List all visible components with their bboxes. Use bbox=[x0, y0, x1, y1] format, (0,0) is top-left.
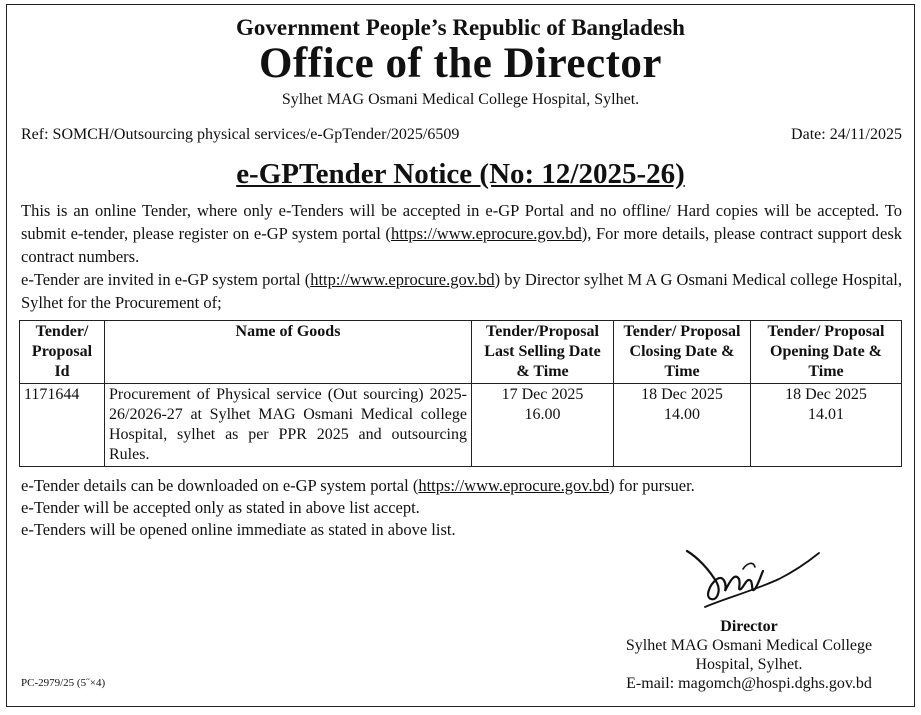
tender-notice-page bbox=[6, 4, 915, 707]
goods-cell: Procurement of Physical service (Out sourcing) 2025-26/2026-27 at Sylhet MAG Osmani Medical college Hospital, sylhet as per PPR 2025 and outsourcing Rules. bbox=[105, 384, 472, 467]
opening-cell bbox=[751, 384, 902, 467]
header-opening: Tender/ Proposal Opening Date & Time bbox=[751, 321, 902, 384]
last-selling-date: 17 Dec 2025 bbox=[501, 386, 584, 403]
header-last-selling: Tender/Proposal Last Selling Date & Time bbox=[472, 321, 614, 384]
intro-text-part: e-Tender are invited in e-GP system portal ( bbox=[21, 270, 311, 289]
footer-note-3: e-Tenders will be opened online immediate as stated in above list. bbox=[21, 520, 456, 539]
intro-text-part: This is an online Tender, where only e-Tenders will be accepted in e-GP Portal and no offline/ Hard copies will be accepted. To submit e-tender, please register on e-GP system portal ( bbox=[21, 201, 902, 243]
header-closing: Tender/ Proposal Closing Date & Time bbox=[614, 321, 751, 384]
signatory-email: E-mail: magomch@hospi.dghs.gov.bd bbox=[626, 675, 872, 692]
footer-note-2: e-Tender will be accepted only as stated in above list accept. bbox=[21, 498, 420, 517]
signatory-office-line-1: Sylhet MAG Osmani Medical College bbox=[625, 637, 873, 654]
signatory-office-line-2: Hospital, Sylhet. bbox=[695, 656, 803, 673]
intro-text-part: ) by Director sylhet M A G Osmani Medical college Hospital, Sylhet for the Procurement of; bbox=[21, 270, 902, 312]
intro-text-part: ), For more details, please contract support desk contract numbers. bbox=[21, 224, 902, 266]
notice-date: Date: 24/11/2025 bbox=[791, 126, 902, 143]
intro-paragraph-1 bbox=[21, 199, 902, 268]
notice-title: e-GPTender Notice (No: 12/2025-26) bbox=[236, 158, 685, 190]
closing-cell bbox=[614, 384, 751, 467]
government-title: Government People’s Republic of Bangladesh bbox=[236, 15, 685, 40]
intro-paragraph-2 bbox=[21, 268, 902, 314]
footer-text-part: ) for pursuer. bbox=[609, 476, 695, 495]
tender-table bbox=[19, 320, 902, 467]
table-row bbox=[20, 384, 902, 467]
eprocure-link: http://www.eprocure.gov.bd bbox=[310, 270, 495, 289]
footer-notes bbox=[21, 475, 902, 541]
header-proposal-id: Tender/ Proposal Id bbox=[20, 321, 105, 384]
last-selling-time: 16.00 bbox=[524, 406, 561, 423]
publication-code: PC-2979/25 (5˝×4) bbox=[21, 677, 106, 689]
table-header-row bbox=[20, 321, 902, 384]
opening-date: 18 Dec 2025 bbox=[785, 386, 867, 403]
office-title: Office of the Director bbox=[259, 40, 662, 87]
eprocure-link: https://www.eprocure.gov.bd bbox=[418, 476, 610, 495]
opening-time: 14.01 bbox=[808, 406, 844, 423]
last-selling-cell bbox=[472, 384, 614, 467]
header-name-of-goods: Name of Goods bbox=[105, 321, 472, 384]
reference-row bbox=[21, 125, 902, 145]
intro-text bbox=[21, 199, 902, 314]
hospital-name: Sylhet MAG Osmani Medical College Hospital, Sylhet. bbox=[281, 91, 640, 108]
reference-number: Ref: SOMCH/Outsourcing physical services/e-GpTender/2025/6509 bbox=[21, 126, 460, 143]
footer-text-part: e-Tender details can be downloaded on e-GP system portal ( bbox=[21, 476, 419, 495]
footer-note-1 bbox=[21, 475, 902, 497]
signatory-title: Director bbox=[720, 618, 778, 635]
eprocure-link: https://www.eprocure.gov.bd bbox=[390, 224, 582, 243]
closing-date: 18 Dec 2025 bbox=[641, 386, 723, 403]
closing-time: 14.00 bbox=[664, 406, 700, 423]
letterhead bbox=[7, 15, 914, 111]
signatory-block bbox=[596, 617, 902, 693]
director-signature bbox=[683, 549, 823, 611]
proposal-id-cell: 1171644 bbox=[20, 384, 105, 467]
